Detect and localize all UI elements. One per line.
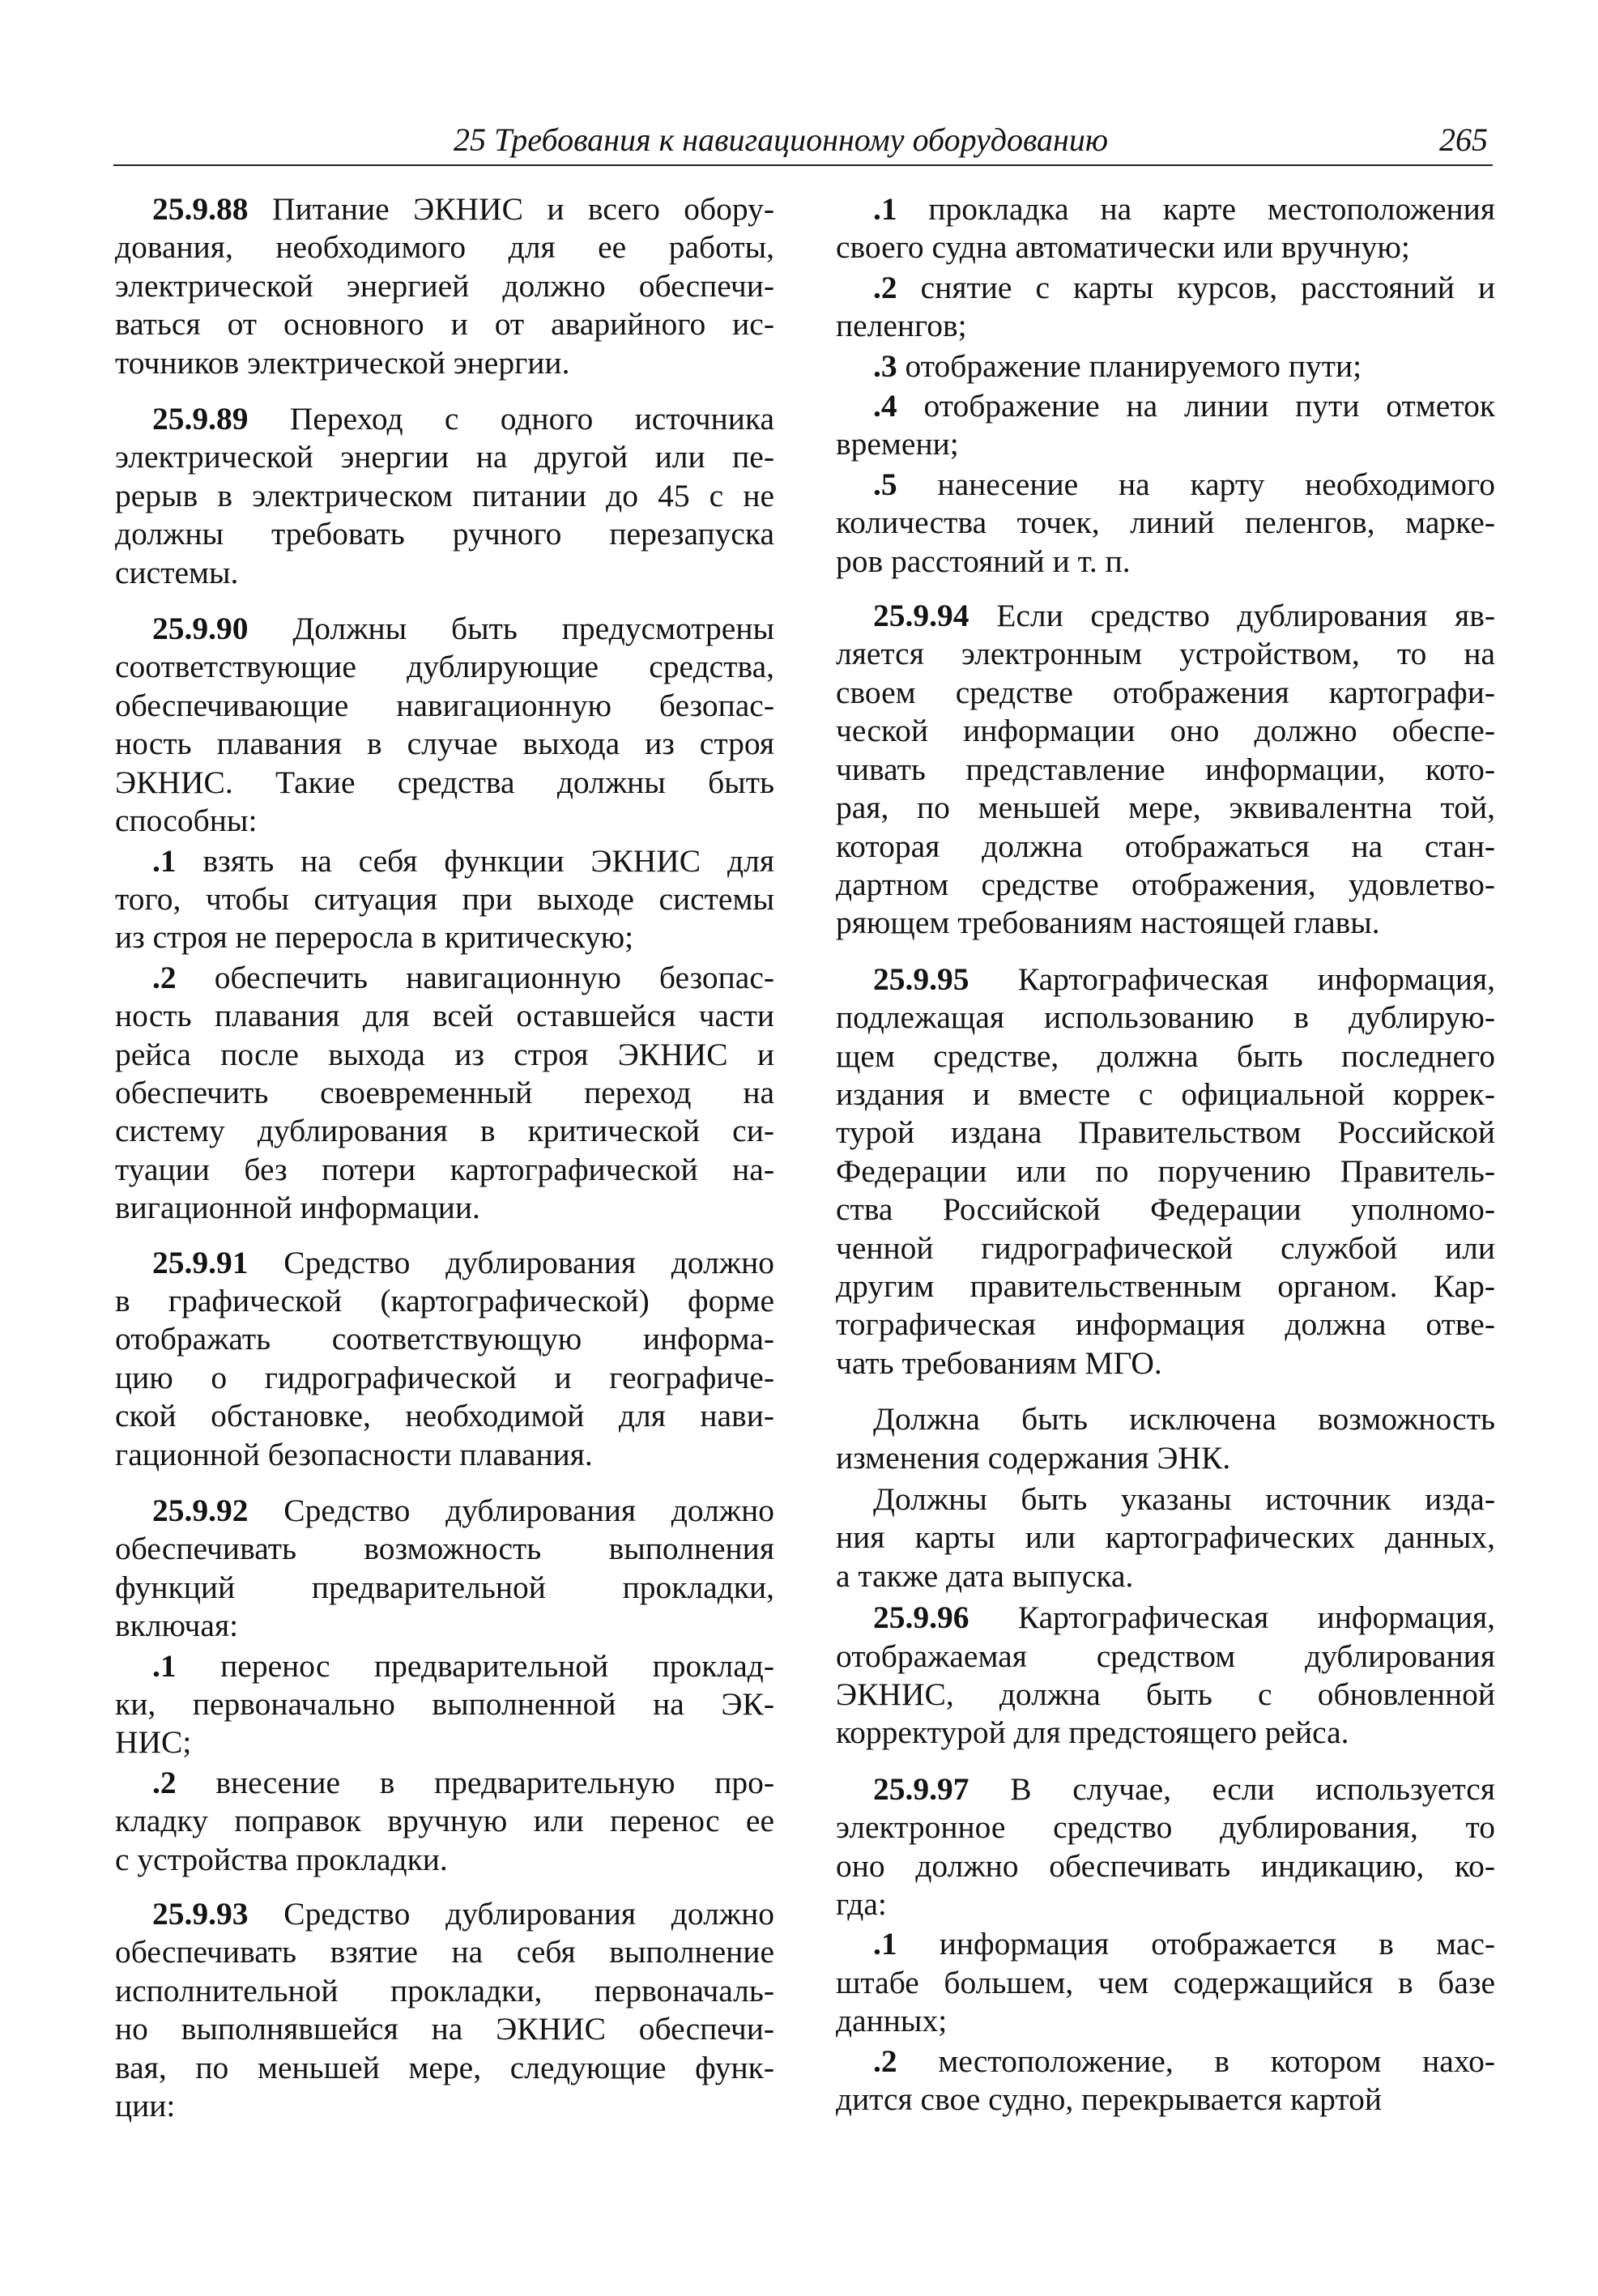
line-text: отображение планируемого пути; bbox=[905, 347, 1362, 384]
line-text: исполнительной прокладки, первоначаль- bbox=[115, 1972, 774, 2008]
right-column bbox=[836, 190, 1495, 2136]
section-paragraph bbox=[115, 400, 774, 592]
text-line bbox=[836, 999, 1495, 1037]
text-line bbox=[115, 918, 774, 956]
line-text: чать требованиям МГО. bbox=[836, 1344, 1162, 1381]
text-line bbox=[836, 1885, 1495, 1923]
paragraph bbox=[836, 1480, 1495, 1595]
section-number: 25.9.89 bbox=[152, 401, 249, 437]
line-text: НИС; bbox=[115, 1724, 192, 1761]
text-line bbox=[115, 190, 774, 228]
line-text: ров расстояний и т. п. bbox=[836, 543, 1131, 579]
text-line bbox=[115, 1764, 774, 1802]
item-number: .2 bbox=[152, 959, 177, 995]
line-text: В случае, если используется bbox=[1010, 1770, 1496, 1807]
text-line bbox=[836, 269, 1495, 307]
line-text: должны требовать ручного перезапуска bbox=[115, 516, 774, 552]
line-text: вигационной информации. bbox=[115, 1190, 480, 1226]
list-item bbox=[836, 387, 1495, 464]
line-text: ЭКНИС. Такие средства должны быть bbox=[115, 764, 774, 800]
text-line bbox=[836, 425, 1495, 463]
line-text: соответствующие дублирующие средства, bbox=[115, 649, 774, 685]
text-line bbox=[115, 1685, 774, 1723]
line-text: отображение на линии пути отметок bbox=[923, 388, 1496, 424]
text-line bbox=[836, 751, 1495, 789]
line-text: прокладка на карте местоположения bbox=[928, 191, 1495, 227]
text-line bbox=[836, 1714, 1495, 1752]
section-paragraph bbox=[836, 961, 1495, 1382]
line-text: снятие с карты курсов, расстояний и bbox=[920, 269, 1495, 305]
line-text: отображать соответствующую информа- bbox=[115, 1321, 774, 1357]
text-line bbox=[115, 1607, 774, 1645]
line-text: оно должно обеспечивать индикацию, ко- bbox=[836, 1847, 1495, 1884]
line-text: ляется электронным устройством, то на bbox=[836, 636, 1495, 672]
text-line bbox=[115, 305, 774, 343]
section-paragraph bbox=[115, 610, 774, 840]
text-line bbox=[836, 828, 1495, 866]
line-text: штабе большем, чем содержащийся в базе bbox=[836, 1964, 1495, 2000]
text-line bbox=[836, 347, 1495, 386]
list-item bbox=[836, 269, 1495, 346]
line-text: информация отображается в мас- bbox=[939, 1926, 1495, 1962]
text-line bbox=[115, 2049, 774, 2087]
section-paragraph bbox=[115, 1244, 774, 1474]
text-line bbox=[115, 1841, 774, 1879]
item-number: .1 bbox=[152, 1647, 177, 1684]
text-line bbox=[115, 880, 774, 918]
text-line bbox=[836, 1519, 1495, 1557]
line-text: ческой информации оно должно обеспе- bbox=[836, 713, 1495, 749]
list-item bbox=[115, 1647, 774, 1762]
line-text: включая: bbox=[115, 1608, 239, 1644]
text-line bbox=[836, 635, 1495, 673]
section-number: 25.9.97 bbox=[873, 1770, 969, 1807]
text-line bbox=[836, 1439, 1495, 1477]
item-number: .2 bbox=[152, 1764, 177, 1800]
text-line bbox=[115, 228, 774, 266]
section-paragraph bbox=[836, 1770, 1495, 1924]
line-text: Должны быть предусмотрены bbox=[292, 611, 774, 647]
list-item bbox=[836, 190, 1495, 267]
line-text: Если средство дублирования яв- bbox=[996, 598, 1495, 634]
text-line bbox=[115, 1569, 774, 1607]
text-line bbox=[836, 1925, 1495, 1963]
item-number: .3 bbox=[873, 347, 897, 384]
header-title: 25 Требования к навигационному оборудованию bbox=[454, 121, 1109, 158]
text-line bbox=[836, 1114, 1495, 1152]
section-number: 25.9.91 bbox=[152, 1244, 249, 1280]
text-line bbox=[836, 2081, 1495, 2119]
line-text: изменения содержания ЭНК. bbox=[836, 1439, 1231, 1476]
text-line bbox=[836, 1076, 1495, 1114]
section-number: 25.9.93 bbox=[152, 1896, 249, 1932]
line-text: кладку поправок вручную или перенос ее bbox=[115, 1803, 774, 1839]
text-line bbox=[115, 610, 774, 648]
line-text: обеспечить навигационную безопас- bbox=[214, 959, 775, 995]
list-item bbox=[836, 466, 1495, 581]
text-line bbox=[836, 1480, 1495, 1519]
line-text: Федерации или по поручению Правитель- bbox=[836, 1152, 1495, 1189]
line-text: ской обстановке, необходимой для нави- bbox=[115, 1398, 774, 1434]
text-line bbox=[836, 466, 1495, 504]
text-line bbox=[115, 344, 774, 382]
line-text: чивать представление информации, кото- bbox=[836, 751, 1495, 787]
text-line bbox=[836, 543, 1495, 581]
text-line bbox=[836, 387, 1495, 425]
line-text: ЭКНИС, должна быть с обновленной bbox=[836, 1676, 1495, 1713]
text-line bbox=[115, 2010, 774, 2048]
line-text: тографическая информация должна отве- bbox=[836, 1306, 1495, 1343]
line-text: того, чтобы ситуация при выходе системы bbox=[115, 880, 774, 917]
line-text: обеспечивать возможность выполнения bbox=[115, 1531, 774, 1567]
text-line bbox=[115, 1074, 774, 1112]
line-text: турой издана Правительством Российской bbox=[836, 1114, 1495, 1151]
section-number: 25.9.96 bbox=[873, 1600, 969, 1636]
line-text: цию о гидрографической и географиче- bbox=[115, 1359, 774, 1395]
text-line bbox=[115, 1972, 774, 2010]
text-line bbox=[115, 2087, 774, 2125]
list-item bbox=[836, 2043, 1495, 2119]
line-text: данных; bbox=[836, 2003, 948, 2039]
text-line bbox=[115, 1151, 774, 1189]
text-line bbox=[115, 842, 774, 880]
list-item bbox=[836, 1925, 1495, 2040]
list-item bbox=[115, 1764, 774, 1879]
item-number: .1 bbox=[873, 1926, 897, 1962]
text-line bbox=[115, 1189, 774, 1227]
line-text: способны: bbox=[115, 803, 258, 839]
text-line bbox=[836, 504, 1495, 542]
line-text: гда: bbox=[836, 1886, 887, 1923]
text-line bbox=[836, 597, 1495, 635]
item-number: .5 bbox=[873, 466, 897, 502]
line-text: взять на себя функции ЭКНИС для bbox=[202, 842, 775, 879]
text-line bbox=[836, 1152, 1495, 1191]
text-line bbox=[115, 1647, 774, 1685]
list-item bbox=[115, 959, 774, 1228]
text-line bbox=[836, 1847, 1495, 1885]
line-text: ваться от основного и от аварийного ис- bbox=[115, 306, 774, 343]
text-line bbox=[115, 802, 774, 840]
text-line bbox=[115, 997, 774, 1035]
text-line bbox=[115, 1282, 774, 1320]
line-text: гационной безопасности плавания. bbox=[115, 1436, 593, 1472]
line-text: функций предварительной прокладки, bbox=[115, 1569, 774, 1605]
text-line bbox=[836, 712, 1495, 750]
text-line bbox=[836, 961, 1495, 999]
text-line bbox=[115, 1802, 774, 1840]
text-line bbox=[836, 2043, 1495, 2081]
section-number: 25.9.94 bbox=[873, 598, 969, 634]
text-line bbox=[836, 1638, 1495, 1676]
line-text: обеспечить своевременный переход на bbox=[115, 1074, 774, 1110]
line-text: электрической энергии на другой или пе- bbox=[115, 439, 774, 475]
text-line bbox=[836, 1400, 1495, 1438]
text-line bbox=[115, 1112, 774, 1150]
page-number: 265 bbox=[1439, 121, 1488, 158]
line-text: в графической (картографической) форме bbox=[115, 1282, 774, 1318]
text-line bbox=[836, 2002, 1495, 2040]
line-text: ность плавания для всей оставшейся части bbox=[115, 998, 774, 1034]
section-paragraph bbox=[115, 190, 774, 382]
line-text: корректурой для предстоящего рейса. bbox=[836, 1715, 1349, 1751]
text-line bbox=[836, 1599, 1495, 1637]
text-line bbox=[836, 1267, 1495, 1306]
text-line bbox=[115, 1359, 774, 1397]
line-text: Должны быть указаны источник изда- bbox=[873, 1481, 1495, 1517]
text-line bbox=[115, 1244, 774, 1282]
line-text: местоположение, в котором нахо- bbox=[938, 2043, 1495, 2079]
text-line bbox=[115, 515, 774, 553]
text-line bbox=[115, 1895, 774, 1933]
line-text: рейса после выхода из строя ЭКНИС и bbox=[115, 1036, 774, 1072]
line-text: обеспечивать взятие на себя выполнение bbox=[115, 1934, 774, 1970]
section-paragraph bbox=[836, 1599, 1495, 1753]
line-text: туации без потери картографической на- bbox=[115, 1151, 774, 1187]
left-column bbox=[115, 190, 774, 2144]
text-line bbox=[836, 1770, 1495, 1808]
running-header bbox=[113, 117, 1493, 166]
line-text: с устройства прокладки. bbox=[115, 1841, 448, 1877]
line-text: своем средстве отображения картографи- bbox=[836, 674, 1495, 710]
text-line bbox=[836, 1808, 1495, 1847]
text-line bbox=[115, 1723, 774, 1761]
text-line bbox=[836, 866, 1495, 904]
section-paragraph bbox=[115, 1895, 774, 2125]
text-line bbox=[115, 1530, 774, 1568]
section-number: 25.9.92 bbox=[152, 1493, 249, 1528]
line-text: внесение в предварительную про- bbox=[215, 1764, 774, 1800]
line-text: ченной гидрографической службой или bbox=[836, 1229, 1495, 1266]
text-line bbox=[836, 674, 1495, 712]
text-line bbox=[836, 904, 1495, 942]
line-text: другим правительственным органом. Кар- bbox=[836, 1267, 1495, 1304]
line-text: пеленгов; bbox=[836, 308, 967, 344]
text-line bbox=[836, 1037, 1495, 1076]
text-line bbox=[836, 1306, 1495, 1344]
item-number: .2 bbox=[873, 269, 897, 305]
item-number: .1 bbox=[152, 842, 177, 879]
section-number: 25.9.95 bbox=[873, 961, 969, 997]
text-line bbox=[836, 1964, 1495, 2002]
line-text: ции: bbox=[115, 2088, 176, 2124]
text-line bbox=[115, 648, 774, 686]
line-text: а также дата выпуска. bbox=[836, 1557, 1134, 1594]
text-line bbox=[115, 687, 774, 725]
line-text: из строя не переросла в критическую; bbox=[115, 919, 634, 956]
text-line bbox=[115, 1933, 774, 1971]
text-line bbox=[115, 1036, 774, 1074]
line-text: ряющем требованиям настоящей главы. bbox=[836, 905, 1380, 941]
line-text: Должна быть исключена возможность bbox=[873, 1401, 1495, 1438]
line-text: дартном средстве отображения, удовлетво- bbox=[836, 866, 1495, 902]
line-text: систему дублирования в критической си- bbox=[115, 1113, 774, 1149]
line-text: Средство дублирования должно bbox=[283, 1493, 774, 1528]
section-paragraph bbox=[836, 597, 1495, 943]
line-text: количества точек, линий пеленгов, марке- bbox=[836, 505, 1495, 541]
line-text: ность плавания в случае выхода из строя bbox=[115, 726, 774, 762]
line-text: Питание ЭКНИС и всего обору- bbox=[271, 191, 775, 227]
text-line bbox=[115, 477, 774, 515]
line-text: рерыв в электрическом питании до 45 с не bbox=[115, 477, 774, 513]
line-text: отображаемая средством дублирования bbox=[836, 1638, 1495, 1674]
item-number: .2 bbox=[873, 2043, 897, 2079]
line-text: подлежащая использованию в дублирую- bbox=[836, 999, 1495, 1036]
item-number: .4 bbox=[873, 388, 897, 424]
text-line bbox=[115, 1436, 774, 1474]
text-line bbox=[836, 228, 1495, 266]
section-number: 25.9.88 bbox=[152, 191, 249, 227]
line-text: нанесение на карту необходимого bbox=[937, 466, 1495, 502]
line-text: которая должна отображаться на стан- bbox=[836, 828, 1495, 864]
line-text: электрической энергией должно обеспечи- bbox=[115, 267, 774, 304]
text-line bbox=[836, 1229, 1495, 1267]
item-number: .1 bbox=[873, 191, 897, 227]
text-line bbox=[115, 959, 774, 997]
line-text: Картографическая информация, bbox=[1017, 961, 1496, 997]
text-line bbox=[836, 1557, 1495, 1595]
line-text: дования, необходимого для ее работы, bbox=[115, 229, 774, 266]
text-line bbox=[836, 1191, 1495, 1229]
line-text: но выполнявшейся на ЭКНИС обеспечи- bbox=[115, 2011, 774, 2047]
text-line bbox=[115, 1397, 774, 1435]
text-line bbox=[115, 267, 774, 305]
text-line bbox=[115, 400, 774, 438]
text-line bbox=[836, 1344, 1495, 1382]
line-text: Средство дублирования должно bbox=[283, 1896, 774, 1932]
text-line bbox=[836, 190, 1495, 228]
line-text: Средство дублирования должно bbox=[283, 1244, 774, 1280]
line-text: своего судна автоматически или вручную; bbox=[836, 229, 1410, 266]
line-text: дится свое судно, перекрывается картой bbox=[836, 2081, 1383, 2118]
text-line bbox=[115, 554, 774, 592]
line-text: ства Российской Федерации уполномо- bbox=[836, 1191, 1495, 1228]
line-text: Картографическая информация, bbox=[1017, 1600, 1496, 1636]
text-line bbox=[115, 1320, 774, 1358]
line-text: обеспечивающие навигационную безопас- bbox=[115, 687, 774, 723]
line-text: времени; bbox=[836, 426, 959, 462]
line-text: вая, по меньшей мере, следующие функ- bbox=[115, 2049, 774, 2085]
line-text: рая, по меньшей мере, эквивалентна той, bbox=[836, 790, 1495, 826]
text-line bbox=[115, 764, 774, 802]
line-text: перенос предварительной проклад- bbox=[220, 1647, 774, 1684]
text-line bbox=[836, 307, 1495, 345]
text-line bbox=[115, 1492, 774, 1530]
line-text: щем средстве, должна быть последнего bbox=[836, 1037, 1495, 1074]
line-text: точников электрической энергии. bbox=[115, 344, 570, 381]
list-item bbox=[115, 842, 774, 957]
text-line bbox=[115, 438, 774, 476]
line-text: издания и вместе с официальной коррек- bbox=[836, 1076, 1495, 1112]
text-line bbox=[836, 789, 1495, 827]
line-text: ки, первоначально выполненной на ЭК- bbox=[115, 1686, 774, 1723]
section-number: 25.9.90 bbox=[152, 611, 249, 647]
list-item bbox=[836, 347, 1495, 386]
line-text: системы. bbox=[115, 554, 239, 590]
line-text: ния карты или картографических данных, bbox=[836, 1519, 1495, 1556]
line-text: электронное средство дублирования, то bbox=[836, 1809, 1495, 1846]
section-paragraph bbox=[115, 1492, 774, 1646]
text-line bbox=[836, 1676, 1495, 1714]
line-text: Переход с одного источника bbox=[289, 401, 775, 437]
text-line bbox=[115, 725, 774, 763]
paragraph bbox=[836, 1400, 1495, 1477]
